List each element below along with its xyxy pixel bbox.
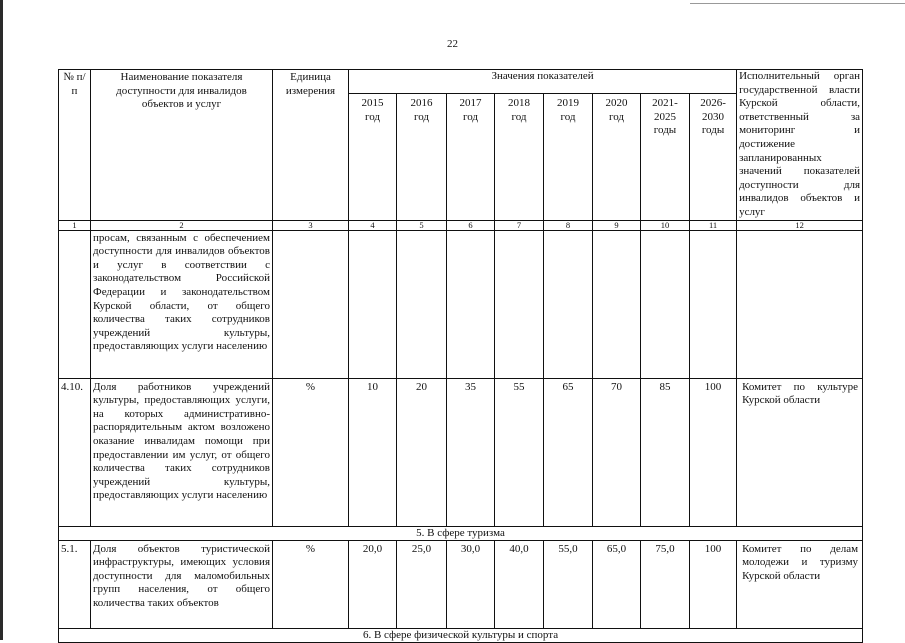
row-name: просам, связанным с обеспечением доступности для инвалидов объектов и услуг в соответствии с законодательством Российской Федерации и законодательством Курской области, от общего количества таких сотрудников учреждений культуры, предоставляющих услуги населению xyxy=(91,230,273,378)
page-number: 22 xyxy=(447,38,458,50)
table-row-continued xyxy=(59,230,863,378)
row-value-2026-2030: 100 xyxy=(690,378,737,526)
col-num-10: 10 xyxy=(641,220,690,230)
row-no: 4.10. xyxy=(59,378,91,526)
row-no: 5.1. xyxy=(59,540,91,628)
row-value-2017: 30,0 xyxy=(447,540,495,628)
row-value-2017 xyxy=(447,230,495,378)
row-value-2018: 40,0 xyxy=(495,540,544,628)
row-no xyxy=(59,230,91,378)
year-line: годы xyxy=(653,124,677,137)
row-value-2026-2030: 100 xyxy=(690,540,737,628)
year-line: год xyxy=(608,110,625,123)
row-unit: % xyxy=(273,378,349,526)
row-org xyxy=(737,230,863,378)
table-row-5-1 xyxy=(59,540,863,628)
row-value-2015: 10 xyxy=(349,378,397,526)
row-unit: % xyxy=(273,540,349,628)
col-num-12: 12 xyxy=(737,220,863,230)
col-num-6: 6 xyxy=(447,220,495,230)
section-title: 5. В сфере туризма xyxy=(59,526,863,540)
row-value-2015: 20,0 xyxy=(349,540,397,628)
row-value-2026-2030 xyxy=(690,230,737,378)
row-value-2016 xyxy=(397,230,447,378)
header-year-2018 xyxy=(495,94,544,220)
year-line: 2026- xyxy=(700,97,726,110)
row-value-2020: 70 xyxy=(593,378,641,526)
row-value-2015 xyxy=(349,230,397,378)
header-values: Значения показателей xyxy=(349,70,737,94)
row-value-2020 xyxy=(593,230,641,378)
year-line: год xyxy=(413,110,430,123)
header-unit: Единица измерения xyxy=(273,70,349,221)
table-row-4-10 xyxy=(59,378,863,526)
header-year-2016 xyxy=(397,94,447,220)
header-name: Наименование показателя доступности для инвалидов объектов и услуг xyxy=(91,70,273,221)
col-num-8: 8 xyxy=(544,220,593,230)
indicators-table xyxy=(58,69,863,643)
col-num-2: 2 xyxy=(91,220,273,230)
year-line: 2015 xyxy=(361,97,384,110)
col-num-3: 3 xyxy=(273,220,349,230)
row-org: Комитет по культуре Курской области xyxy=(737,378,863,526)
year-line: год xyxy=(462,110,479,123)
row-value-2018: 55 xyxy=(495,378,544,526)
row-value-2019: 55,0 xyxy=(544,540,593,628)
year-line: 2020 xyxy=(605,97,628,110)
row-value-2019: 65 xyxy=(544,378,593,526)
row-value-2021-2025 xyxy=(641,230,690,378)
header-year-2021-2025 xyxy=(641,94,690,220)
header-year-2019 xyxy=(544,94,593,220)
row-value-2021-2025: 85 xyxy=(641,378,690,526)
col-num-11: 11 xyxy=(690,220,737,230)
column-numbers-row xyxy=(59,220,863,230)
header-year-2026-2030 xyxy=(690,94,737,220)
year-line: годы xyxy=(701,124,725,137)
year-line: 2021- xyxy=(652,97,678,110)
section-title: 6. В сфере физической культуры и спорта xyxy=(59,628,863,642)
header-org: Исполнительный орган государственной власти Курской области, ответственный за мониторинг и достижение запланированных значений показателей доступности для инвалидов объектов и услуг xyxy=(737,70,863,221)
col-num-4: 4 xyxy=(349,220,397,230)
row-value-2021-2025: 75,0 xyxy=(641,540,690,628)
year-line: 2025 xyxy=(654,110,676,123)
col-num-9: 9 xyxy=(593,220,641,230)
year-line: 2018 xyxy=(508,97,530,110)
row-value-2016: 20 xyxy=(397,378,447,526)
year-line: год xyxy=(364,110,381,123)
row-unit xyxy=(273,230,349,378)
header-row-1 xyxy=(59,70,863,94)
col-num-7: 7 xyxy=(495,220,544,230)
year-line: 2017 xyxy=(459,97,482,110)
row-value-2017: 35 xyxy=(447,378,495,526)
row-value-2020: 65,0 xyxy=(593,540,641,628)
header-no: № п/п xyxy=(59,70,91,221)
col-num-1: 1 xyxy=(59,220,91,230)
year-line: 2019 xyxy=(557,97,579,110)
year-line: 2016 xyxy=(410,97,433,110)
row-value-2019 xyxy=(544,230,593,378)
col-num-5: 5 xyxy=(397,220,447,230)
row-name: Доля объектов туристической инфраструктуры, имеющих условия доступности для маломобильных групп населения, от общего количества таких объектов xyxy=(91,540,273,628)
row-name: Доля работников учреждений культуры, предоставляющих услуги, на которых административно-распорядительным актом возложено оказание инвалидам помощи при предоставлении им услуг, от общего количества таких сотрудников учреждений культуры, предоставляющих услуги населению xyxy=(91,378,273,526)
section-row-tourism xyxy=(59,526,863,540)
year-line: год xyxy=(560,110,576,123)
year-line: год xyxy=(511,110,527,123)
header-year-2020 xyxy=(593,94,641,220)
scan-left-edge xyxy=(0,0,3,640)
scan-top-rule xyxy=(690,3,905,4)
row-org: Комитет по делам молодежи и туризму Курской области xyxy=(737,540,863,628)
row-value-2018 xyxy=(495,230,544,378)
year-line: 2030 xyxy=(702,110,725,123)
header-year-2015 xyxy=(349,94,397,220)
header-year-2017 xyxy=(447,94,495,220)
row-value-2016: 25,0 xyxy=(397,540,447,628)
